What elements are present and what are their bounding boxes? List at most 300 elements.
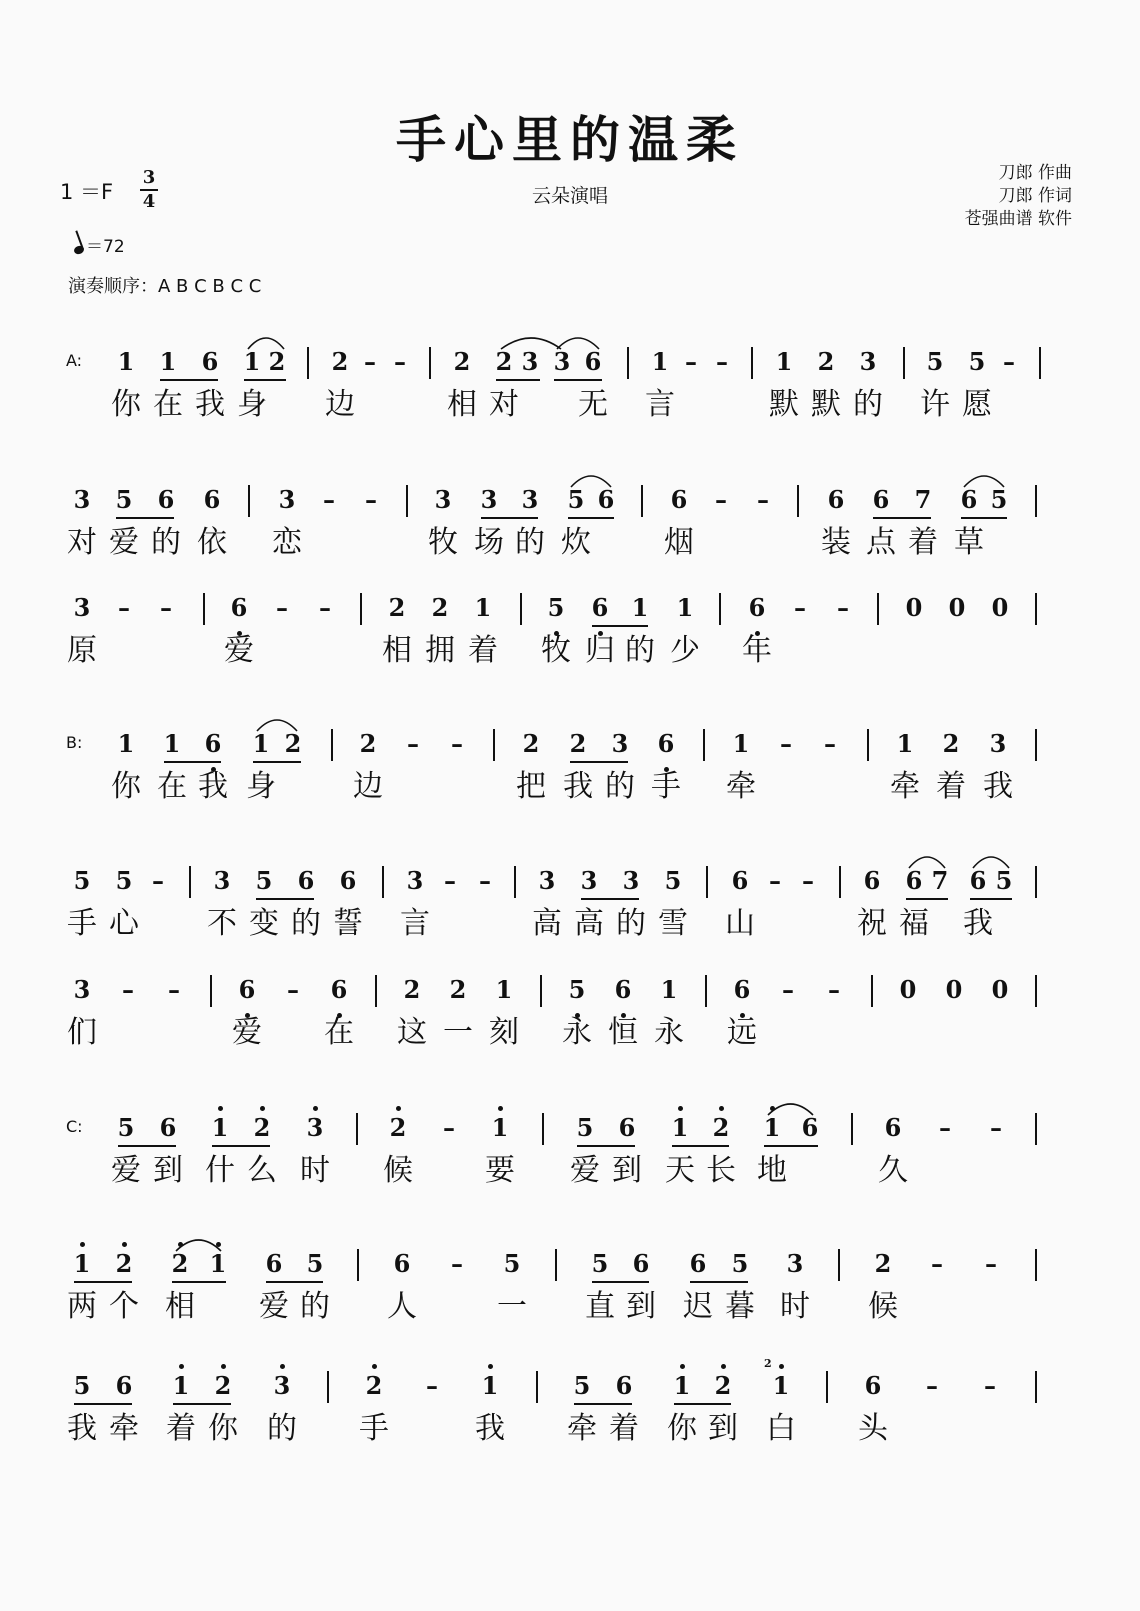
lyric: 你 (208, 1411, 238, 1446)
lyric: 人 (387, 1289, 417, 1324)
lyric: 爱 (232, 1015, 262, 1050)
lyric: 心 (109, 906, 139, 941)
lyric: 原 (67, 633, 97, 668)
lyric: 的 (515, 525, 545, 560)
hold-dash: – (160, 593, 172, 622)
note: 1 (673, 1371, 691, 1400)
note: 2 (714, 1371, 732, 1400)
high-octave-dot (779, 1364, 784, 1369)
eighth-underline (253, 761, 301, 763)
lyric: 着 (609, 1411, 639, 1446)
eighth-underline (690, 1281, 748, 1283)
note: 1 (732, 729, 750, 758)
note: 2 (365, 1371, 383, 1400)
note: 3 (580, 866, 598, 895)
note: 6 (159, 1113, 177, 1142)
lyric: 祝 (857, 906, 887, 941)
note: 2 (389, 1113, 407, 1142)
eighth-underline (570, 761, 628, 763)
lyric: 到 (153, 1153, 183, 1188)
note: 2 (214, 1371, 232, 1400)
bar-line (375, 975, 377, 1007)
note: 6 (905, 866, 923, 895)
lyric: 着 (468, 633, 498, 668)
hold-dash: – (990, 1113, 1002, 1142)
lyric: 把 (516, 769, 546, 804)
lyric: 牧 (428, 525, 458, 560)
section-label: A: (66, 351, 83, 370)
lyric: 默 (811, 387, 841, 422)
note: 1 (252, 729, 270, 758)
lyric: 着 (936, 769, 966, 804)
bar-line (248, 485, 250, 517)
bar-line (903, 347, 905, 379)
note: 6 (614, 975, 632, 1004)
lyric: 高 (532, 906, 562, 941)
note: 2 (331, 347, 349, 376)
lyric: 我 (475, 1411, 505, 1446)
note: 6 (597, 485, 615, 514)
note: 1 (775, 347, 793, 376)
note: 3 (73, 485, 91, 514)
lyric: 时 (780, 1289, 810, 1324)
lyric: 变 (249, 906, 279, 941)
note: 7 (914, 485, 932, 514)
hold-dash: – (479, 866, 491, 895)
note: 2 (569, 729, 587, 758)
lyric: 候 (383, 1153, 413, 1188)
note: 5 (255, 866, 273, 895)
lyric: 爱 (109, 525, 139, 560)
eighth-underline (577, 1145, 635, 1147)
note: 1 (671, 1113, 689, 1142)
hold-dash: – (152, 866, 164, 895)
note: 3 (480, 485, 498, 514)
bar-line (871, 975, 873, 1007)
eighth-underline (764, 1145, 818, 1147)
note: 1 (651, 347, 669, 376)
note: 0 (945, 975, 963, 1004)
note: 1 (159, 347, 177, 376)
lyric: 你 (111, 769, 141, 804)
bar-line (838, 1249, 840, 1281)
hold-dash: – (319, 593, 331, 622)
note: 5 (73, 866, 91, 895)
score-row (0, 1111, 1140, 1221)
note: 6 (591, 593, 609, 622)
note: 3 (611, 729, 629, 758)
eighth-underline (212, 1145, 270, 1147)
lyric: 什 (205, 1153, 235, 1188)
bar-line (360, 593, 362, 625)
note: 3 (73, 975, 91, 1004)
note: 3 (406, 866, 424, 895)
slur-arc (247, 331, 285, 351)
high-octave-dot (719, 1106, 724, 1111)
hold-dash: – (769, 866, 781, 895)
note: 1 (211, 1113, 229, 1142)
note: 2 (495, 347, 513, 376)
high-octave-dot (280, 1364, 285, 1369)
note: 1 (172, 1371, 190, 1400)
note: 5 (568, 975, 586, 1004)
note: 2 (874, 1249, 892, 1278)
bar-line (357, 1249, 359, 1281)
bar-line (536, 1371, 538, 1403)
note: 7 (931, 866, 949, 895)
lyric: 远 (727, 1015, 757, 1050)
lyric: 长 (706, 1153, 736, 1188)
lyric: 永 (562, 1015, 592, 1050)
hold-dash: – (323, 485, 335, 514)
note: 6 (969, 866, 987, 895)
bar-line (751, 347, 753, 379)
lyric: 牵 (890, 769, 920, 804)
hold-dash: – (407, 729, 419, 758)
hold-dash: – (443, 1113, 455, 1142)
lyric: 两 (67, 1289, 97, 1324)
lyric: 的 (151, 525, 181, 560)
bar-line (641, 485, 643, 517)
lyric: 在 (324, 1015, 354, 1050)
lyric: 的 (616, 906, 646, 941)
lyric: 牵 (567, 1411, 597, 1446)
lyric: 爱 (224, 633, 254, 668)
high-octave-dot (678, 1106, 683, 1111)
hold-dash: – (122, 975, 134, 1004)
lyric: 直 (585, 1289, 615, 1324)
note: 2 (268, 347, 286, 376)
note: 5 (567, 485, 585, 514)
note: 5 (115, 866, 133, 895)
note: 3 (989, 729, 1007, 758)
eighth-underline (244, 379, 286, 381)
bar-line (1035, 975, 1037, 1007)
note: 1 (491, 1113, 509, 1142)
lyric: 地 (757, 1153, 787, 1188)
lyric: 不 (207, 906, 237, 941)
eighth-underline (674, 1403, 731, 1405)
bar-line (839, 866, 841, 898)
lyric: 着 (908, 525, 938, 560)
note: 6 (733, 975, 751, 1004)
hold-dash: – (715, 485, 727, 514)
note: 5 (306, 1249, 324, 1278)
eighth-underline (118, 1145, 176, 1147)
lyric: 的 (267, 1411, 297, 1446)
note: 6 (204, 729, 222, 758)
hold-dash: – (716, 347, 728, 376)
hold-dash: – (985, 1249, 997, 1278)
hold-dash: – (451, 729, 463, 758)
lyric: 我 (195, 387, 225, 422)
high-octave-dot (122, 1242, 127, 1247)
note: 2 (453, 347, 471, 376)
lyric: 时 (300, 1153, 330, 1188)
note: 5 (995, 866, 1013, 895)
lyric: 恒 (608, 1015, 638, 1050)
lyric: 我 (67, 1411, 97, 1446)
high-octave-dot (372, 1364, 377, 1369)
lyric: 愿 (962, 387, 992, 422)
slur-arc (556, 331, 600, 351)
note: 1 (117, 347, 135, 376)
note: 1 (163, 729, 181, 758)
high-octave-dot (680, 1364, 685, 1369)
high-octave-dot (498, 1106, 503, 1111)
score-row (0, 864, 1140, 974)
hold-dash: – (931, 1249, 943, 1278)
note: 5 (576, 1113, 594, 1142)
note: 6 (339, 866, 357, 895)
hold-dash: – (926, 1371, 938, 1400)
hold-dash: – (824, 729, 836, 758)
high-octave-dot (313, 1106, 318, 1111)
lyric: 一 (443, 1015, 473, 1050)
note: 3 (553, 347, 571, 376)
note: 3 (434, 485, 452, 514)
hold-dash: – (1003, 347, 1015, 376)
lyric: 手 (359, 1411, 389, 1446)
note: 6 (884, 1113, 902, 1142)
composer-credit: 刀郎 作曲 (998, 163, 1072, 183)
eighth-underline (961, 517, 1007, 519)
high-octave-dot (260, 1106, 265, 1111)
note: 5 (573, 1371, 591, 1400)
hold-dash: – (365, 485, 377, 514)
note: 1 (896, 729, 914, 758)
bar-line (1035, 593, 1037, 625)
lyric: 在 (157, 769, 187, 804)
lyric: 们 (67, 1015, 97, 1050)
hold-dash: – (276, 593, 288, 622)
lyric: 暮 (725, 1289, 755, 1324)
lyric: 点 (866, 525, 896, 560)
bar-line (719, 593, 721, 625)
note: 6 (864, 1371, 882, 1400)
note: 3 (521, 347, 539, 376)
eighth-underline (906, 898, 948, 900)
bar-line (540, 975, 542, 1007)
note: 6 (689, 1249, 707, 1278)
bar-line (203, 593, 205, 625)
hold-dash: – (168, 975, 180, 1004)
lyric: 爱 (111, 1153, 141, 1188)
bar-line (867, 729, 869, 761)
note: 2 (942, 729, 960, 758)
note: 5 (968, 347, 986, 376)
note: 6 (115, 1371, 133, 1400)
hold-dash: – (685, 347, 697, 376)
note: 3 (538, 866, 556, 895)
bar-line (703, 729, 705, 761)
bar-line (797, 485, 799, 517)
bar-line (493, 729, 495, 761)
bar-line (356, 1113, 358, 1145)
lyric: 福 (899, 906, 929, 941)
note: 6 (670, 485, 688, 514)
note: 2 (388, 593, 406, 622)
note: 6 (615, 1371, 633, 1400)
score-row (0, 1357, 1140, 1479)
eighth-underline (160, 379, 218, 381)
lyric: 炊 (561, 525, 591, 560)
bar-line (1035, 729, 1037, 761)
high-octave-dot (218, 1106, 223, 1111)
lyric: 少 (670, 633, 700, 668)
high-octave-dot (80, 1242, 85, 1247)
lyric: 到 (612, 1153, 642, 1188)
eighth-underline (266, 1281, 323, 1283)
eighth-underline (173, 1403, 231, 1405)
note: 6 (238, 975, 256, 1004)
note: 1 (481, 1371, 499, 1400)
note: 5 (115, 485, 133, 514)
hold-dash: – (118, 593, 130, 622)
bar-line (406, 485, 408, 517)
note: 1 (772, 1371, 790, 1400)
bar-line (705, 975, 707, 1007)
lyric: 高 (574, 906, 604, 941)
lyric: 手 (651, 769, 681, 804)
lyric: 我 (563, 769, 593, 804)
note: 6 (584, 347, 602, 376)
lyric: 着 (166, 1411, 196, 1446)
lyric: 永 (654, 1015, 684, 1050)
tempo-value: ＝72 (86, 237, 125, 257)
note: 6 (203, 485, 221, 514)
lyric: 白 (766, 1411, 796, 1446)
play-order: 演奏顺序：A B C B C C (68, 276, 262, 297)
lyric: 候 (868, 1289, 898, 1324)
bar-line (429, 347, 431, 379)
eighth-underline (592, 1281, 649, 1283)
lyric: 的 (625, 633, 655, 668)
slur-arc (256, 713, 298, 733)
bar-line (627, 347, 629, 379)
note: 0 (948, 593, 966, 622)
eighth-underline (592, 625, 648, 627)
note: 2 (712, 1113, 730, 1142)
tempo-marking (74, 232, 125, 257)
note: 2 (817, 347, 835, 376)
lyric: 我 (963, 906, 993, 941)
lyric: 誓 (333, 906, 363, 941)
lyric: 相 (382, 633, 412, 668)
slur-arc (908, 850, 946, 870)
lyric: 迟 (683, 1289, 713, 1324)
note: 6 (960, 485, 978, 514)
bar-line (520, 593, 522, 625)
eighth-underline (554, 379, 602, 381)
singer-credit: 云朵演唱 (531, 185, 608, 207)
slur-arc (963, 469, 1005, 489)
lyric: 相 (447, 387, 477, 422)
note: 1 (495, 975, 513, 1004)
note: 3 (213, 866, 231, 895)
time-signature-bottom: 4 (142, 191, 156, 212)
slur-arc (767, 1097, 814, 1117)
bar-line (1035, 485, 1037, 517)
score-row (0, 591, 1140, 701)
note: 2 (403, 975, 421, 1004)
hold-dash: – (364, 347, 376, 376)
note: 2 (522, 729, 540, 758)
bar-line (331, 729, 333, 761)
note: 5 (547, 593, 565, 622)
high-octave-dot (221, 1364, 226, 1369)
lyric: 拥 (425, 633, 455, 668)
section-label: C: (66, 1117, 83, 1136)
high-octave-dot (396, 1106, 401, 1111)
note: 6 (632, 1249, 650, 1278)
bar-line (1035, 1371, 1037, 1403)
note: 5 (117, 1113, 135, 1142)
bar-line (542, 1113, 544, 1145)
eighth-underline (481, 517, 538, 519)
note: 6 (801, 1113, 819, 1142)
lyric: 身 (246, 769, 276, 804)
lyric: 的 (605, 769, 635, 804)
score-row (0, 1247, 1140, 1357)
note: 6 (230, 593, 248, 622)
high-octave-dot (488, 1364, 493, 1369)
score-row (0, 727, 1140, 837)
note: 0 (991, 975, 1009, 1004)
note: 2 (115, 1249, 133, 1278)
lyric: 无 (578, 387, 608, 422)
note: 3 (521, 485, 539, 514)
slur-arc (175, 1233, 222, 1253)
note: 1 (209, 1249, 227, 1278)
bar-line (1035, 1249, 1037, 1281)
eighth-underline (496, 379, 540, 381)
bar-line (851, 1113, 853, 1145)
eighth-underline (74, 1281, 132, 1283)
bar-line (877, 593, 879, 625)
lyric: 默 (769, 387, 799, 422)
lyric: 的 (291, 906, 321, 941)
hold-dash: – (780, 729, 792, 758)
score-row (0, 345, 1140, 455)
lyric: 许 (920, 387, 950, 422)
hold-dash: – (394, 347, 406, 376)
note: 1 (117, 729, 135, 758)
bar-line (1035, 1113, 1037, 1145)
lyric: 山 (725, 906, 755, 941)
lyric: 归 (585, 633, 615, 668)
bar-line (706, 866, 708, 898)
eighth-underline (172, 1281, 226, 1283)
note: 1 (243, 347, 261, 376)
lyric: 久 (878, 1153, 908, 1188)
lyric: 场 (474, 525, 504, 560)
hold-dash: – (287, 975, 299, 1004)
lyric: 装 (821, 525, 851, 560)
note: 2 (449, 975, 467, 1004)
note: 3 (859, 347, 877, 376)
bar-line (307, 347, 309, 379)
bar-line (210, 975, 212, 1007)
lyric: 言 (400, 906, 430, 941)
eighth-underline (672, 1145, 729, 1147)
note: 6 (618, 1113, 636, 1142)
eighth-underline (581, 898, 639, 900)
note: 1 (763, 1113, 781, 1142)
lyric: 年 (742, 633, 772, 668)
note: 5 (731, 1249, 749, 1278)
lyric: 到 (708, 1411, 738, 1446)
